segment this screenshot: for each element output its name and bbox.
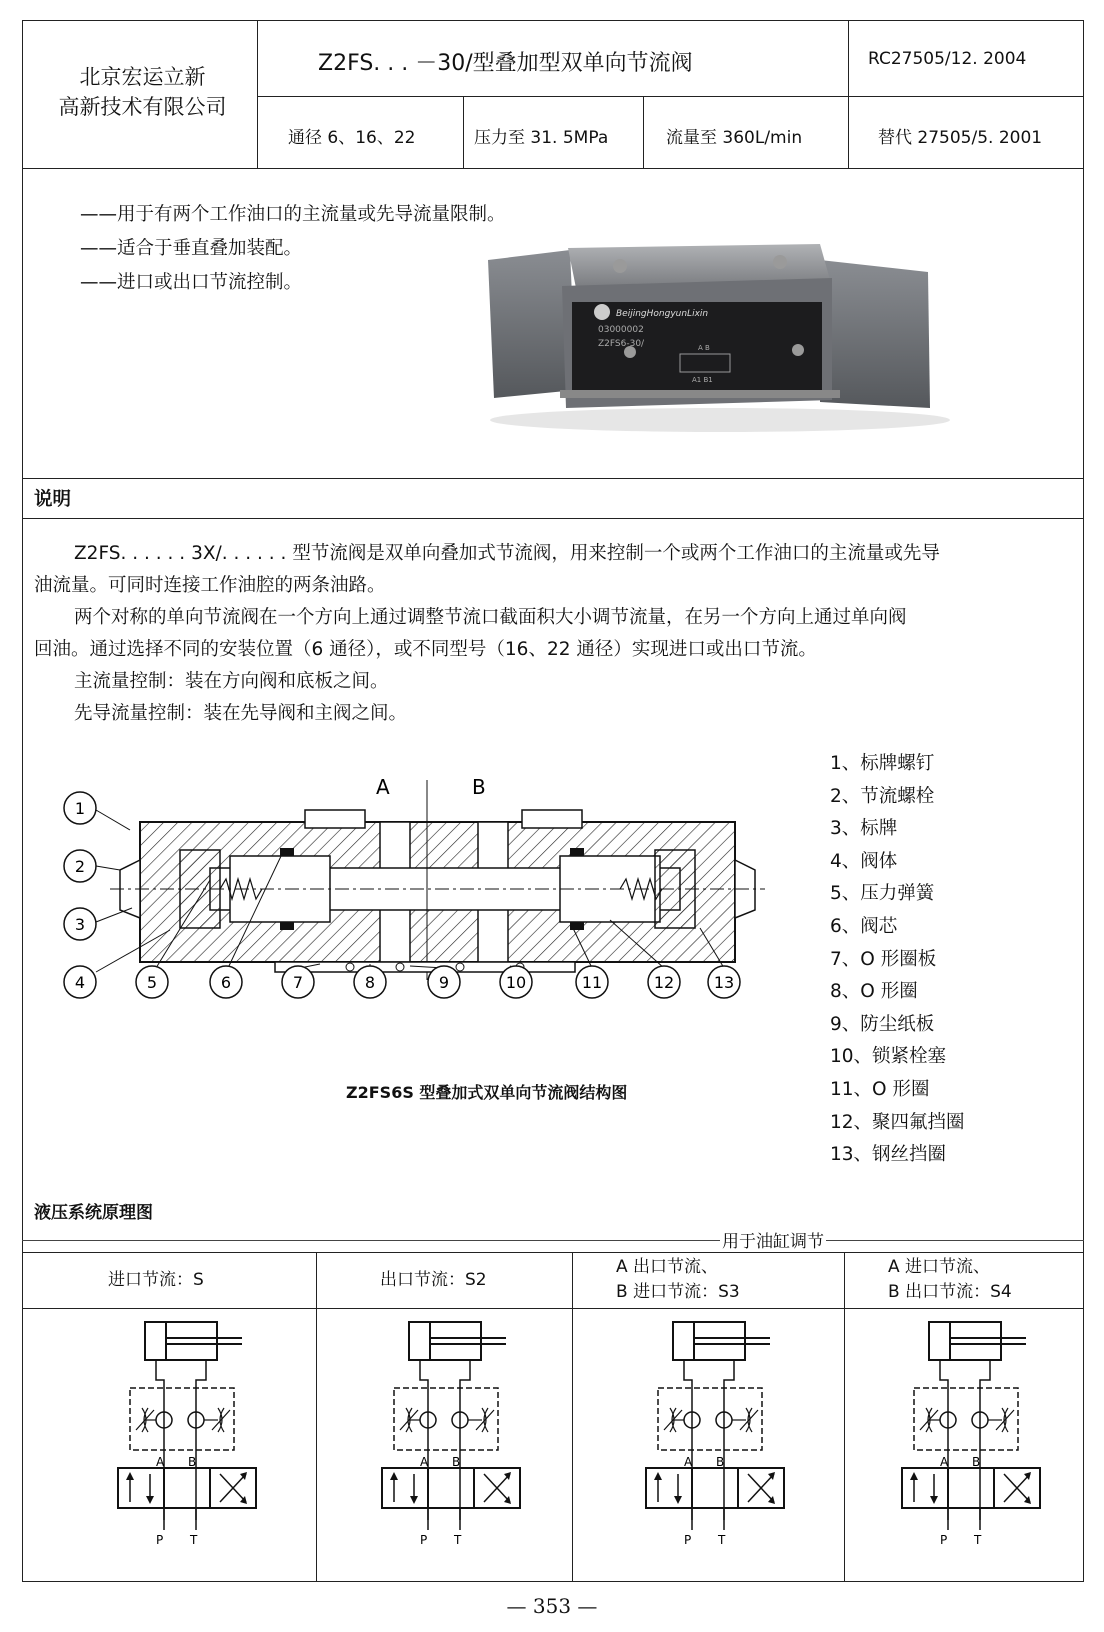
svg-text:B: B bbox=[716, 1455, 725, 1469]
mode-table-header-bottom bbox=[22, 1308, 1084, 1309]
header-divider bbox=[257, 96, 1084, 97]
schematic-top-line bbox=[22, 1240, 1084, 1241]
desc-line-5: 主流量控制：装在方向阀和底板之间。 bbox=[74, 671, 389, 692]
replaces-note: 替代 27505/5. 2001 bbox=[878, 128, 1043, 148]
spec-pressure: 压力至 31. 5MPa bbox=[474, 128, 609, 148]
part-10: 10、锁紧栓塞 bbox=[830, 1046, 947, 1068]
section-top-line bbox=[22, 478, 1084, 479]
svg-text:P: P bbox=[420, 1533, 428, 1547]
product-photo bbox=[480, 240, 950, 440]
port-a-label: A bbox=[376, 775, 390, 799]
svg-text:A: A bbox=[156, 1455, 165, 1469]
callout-5: 5 bbox=[146, 973, 158, 992]
photo-port-labels: A B bbox=[698, 344, 710, 352]
svg-text:B: B bbox=[188, 1455, 197, 1469]
svg-text:P: P bbox=[156, 1533, 164, 1547]
schematic-s3 bbox=[646, 1322, 784, 1547]
schematic-s4 bbox=[902, 1322, 1040, 1547]
header-vline-3 bbox=[463, 96, 464, 168]
structure-drawing bbox=[60, 770, 780, 1040]
part-4: 4、阀体 bbox=[830, 850, 898, 872]
header-vline-2 bbox=[848, 20, 849, 168]
desc-line-2: 油流量。可同时连接工作油腔的两条油路。 bbox=[34, 575, 386, 596]
callout-3: 3 bbox=[74, 915, 86, 934]
photo-brand-text: BeijingHongyunLixin bbox=[616, 309, 709, 319]
parts-list bbox=[830, 748, 965, 1172]
part-12: 12、聚四氟挡圈 bbox=[830, 1111, 965, 1133]
mode-s2: 出口节流：S2 bbox=[380, 1270, 487, 1290]
callout-7: 7 bbox=[292, 973, 304, 992]
schematic-title: 液压系统原理图 bbox=[34, 1203, 153, 1223]
desc-line-6: 先导流量控制：装在先导阀和主阀之间。 bbox=[74, 703, 408, 724]
part-11: 11、O 形圈 bbox=[830, 1078, 930, 1100]
mode-s: 进口节流：S bbox=[108, 1270, 204, 1290]
svg-text:A: A bbox=[420, 1455, 429, 1469]
part-2: 2、节流螺栓 bbox=[830, 785, 935, 807]
photo-model-text: Z2FS6-30/ bbox=[598, 339, 645, 349]
callout-8: 8 bbox=[364, 973, 376, 992]
svg-text:T: T bbox=[974, 1533, 982, 1547]
company-line-2: 高新技术有限公司 bbox=[58, 95, 227, 119]
hydraulic-schematics bbox=[22, 1320, 1084, 1570]
svg-text:P: P bbox=[684, 1533, 692, 1547]
part-5: 5、压力弹簧 bbox=[830, 883, 935, 905]
callout-11: 11 bbox=[581, 973, 603, 992]
desc-line-4: 回油。通过选择不同的安装位置（6 通径），或不同型号（16、22 通径）实现进口或出口节流。 bbox=[34, 639, 817, 660]
company-name bbox=[30, 62, 255, 122]
page-title: Z2FS. . . －30/型叠加型双单向节流阀 bbox=[318, 51, 693, 76]
header-vline-4 bbox=[643, 96, 644, 168]
spec-diameter: 通径 6、16、22 bbox=[288, 128, 416, 148]
callout-13: 13 bbox=[713, 973, 735, 992]
svg-text:T: T bbox=[718, 1533, 726, 1547]
drawing-caption: Z2FS6S 型叠加式双单向节流阀结构图 bbox=[346, 1083, 628, 1102]
photo-serial-text: 03000002 bbox=[598, 325, 644, 335]
callout-4: 4 bbox=[74, 973, 86, 992]
doc-code: RC27505/12. 2004 bbox=[868, 49, 1027, 69]
callout-1: 1 bbox=[74, 799, 86, 818]
feature-3: ——进口或出口节流控制。 bbox=[80, 272, 303, 293]
svg-text:T: T bbox=[454, 1533, 462, 1547]
cylinder-note: 用于油缸调节 bbox=[720, 1227, 826, 1252]
desc-line-1: Z2FS. . . . . . 3X/. . . . . . 型节流阀是双单向叠加式节流阀，用来控制一个或两个工作油口的主流量或先导 bbox=[74, 543, 940, 564]
section-title: 说明 bbox=[34, 489, 72, 510]
page-number: — 353 — bbox=[506, 1594, 598, 1618]
svg-text:A: A bbox=[940, 1455, 949, 1469]
callout-9: 9 bbox=[438, 973, 450, 992]
part-1: 1、标牌螺钉 bbox=[830, 753, 935, 774]
header-vline-1 bbox=[257, 20, 258, 168]
svg-text:T: T bbox=[190, 1533, 198, 1547]
part-7: 7、O 形圈板 bbox=[830, 948, 937, 970]
schematic-s2 bbox=[382, 1322, 520, 1547]
callout-2: 2 bbox=[74, 857, 86, 876]
svg-text:B: B bbox=[972, 1455, 981, 1469]
feature-2: ——适合于垂直叠加装配。 bbox=[80, 238, 303, 259]
mode-s4: A 进口节流、 B 出口节流：S4 bbox=[888, 1257, 1012, 1302]
part-13: 13、钢丝挡圈 bbox=[830, 1144, 947, 1166]
svg-text:P: P bbox=[940, 1533, 948, 1547]
spec-flow: 流量至 360L/min bbox=[666, 128, 803, 148]
callout-12: 12 bbox=[653, 973, 675, 992]
callout-6: 6 bbox=[220, 973, 232, 992]
header-bottom-line bbox=[22, 168, 1084, 169]
part-9: 9、防尘纸板 bbox=[830, 1013, 935, 1035]
schematic-s bbox=[118, 1322, 256, 1547]
part-8: 8、O 形圈 bbox=[830, 981, 918, 1003]
part-6: 6、阀芯 bbox=[830, 915, 898, 937]
desc-line-3: 两个对称的单向节流阀在一个方向上通过调整节流口截面积大小调节流量，在另一个方向上通过单向阀 bbox=[74, 607, 907, 628]
port-b-label: B bbox=[472, 775, 486, 799]
section-bottom-line bbox=[22, 518, 1084, 519]
feature-1: ——用于有两个工作油口的主流量或先导流量限制。 bbox=[80, 204, 506, 225]
part-3: 3、标牌 bbox=[830, 818, 898, 840]
mode-table-top bbox=[22, 1252, 1084, 1253]
company-line-1: 北京宏运立新 bbox=[79, 65, 206, 89]
mode-s3: A 出口节流、 B 进口节流：S3 bbox=[616, 1257, 740, 1302]
svg-text:A: A bbox=[684, 1455, 693, 1469]
svg-text:B: B bbox=[452, 1455, 461, 1469]
callout-10: 10 bbox=[505, 973, 527, 992]
photo-port-labels-bottom: A1 B1 bbox=[692, 376, 713, 384]
